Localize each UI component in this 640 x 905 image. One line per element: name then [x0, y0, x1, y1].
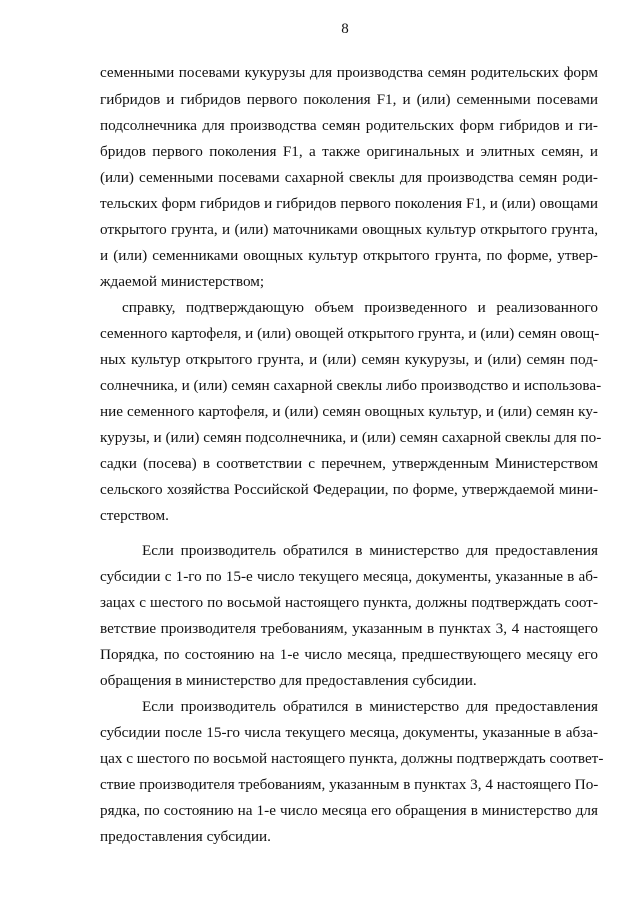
text-line: цах с шестого по восьмой настоящего пункта, должны подтверждать соответ-	[100, 750, 604, 767]
text-line: рядка, по состоянию на 1-е число месяца его обращения в министерство для	[100, 802, 598, 819]
text-line: гибридов и гибридов первого поколения F1, и (или) семенными посевами	[100, 91, 598, 108]
text-line: сельского хозяйства Российской Федерации, по форме, утверждаемой мини-	[100, 481, 598, 498]
text-line: ветствие производителя требованиям, указанным в пунктах 3, 4 настоящего	[100, 620, 598, 637]
text-line: зацах с шестого по восьмой настоящего пункта, должны подтверждать соот-	[100, 594, 598, 611]
text-line: ние семенного картофеля, и (или) семян овощных культур, и (или) семян ку-	[100, 403, 598, 420]
text-line: семенного картофеля, и (или) овощей открытого грунта, и (или) семян овощ-	[100, 325, 600, 342]
text-line: Если производитель обратился в министерство для предоставления	[142, 542, 598, 559]
text-line: ствие производителя требованиям, указанным в пунктах 3, 4 настоящего По-	[100, 776, 599, 793]
text-line: Если производитель обратился в министерство для предоставления	[142, 698, 598, 715]
text-line: ных культур открытого грунта, и (или) семян кукурузы, и (или) семян под-	[100, 351, 598, 368]
text-line: предоставления субсидии.	[100, 828, 271, 845]
text-line: садки (посева) в соответствии с перечнем, утвержденным Министерством	[100, 455, 598, 472]
text-line: стерством.	[100, 507, 169, 524]
text-line: курузы, и (или) семян подсолнечника, и (или) семян сахарной свеклы для по-	[100, 429, 602, 446]
text-line: обращения в министерство для предоставления субсидии.	[100, 672, 477, 689]
text-line: субсидии после 15-го числа текущего месяца, документы, указанные в абза-	[100, 724, 598, 741]
text-line: ждаемой министерством;	[100, 273, 265, 290]
text-line: Порядка, по состоянию на 1-е число месяца, предшествующего месяцу его	[100, 646, 598, 663]
text-line: бридов первого поколения F1, а также оригинальных и элитных семян, и	[100, 143, 598, 160]
page-number: 8	[341, 21, 349, 37]
text-line: и (или) семенниками овощных культур открытого грунта, по форме, утвер-	[100, 247, 598, 264]
text-line: открытого грунта, и (или) маточниками овощных культур открытого грунта,	[100, 221, 598, 238]
text-line: (или) семенными посевами сахарной свеклы для производства семян роди-	[100, 169, 598, 186]
text-line: солнечника, и (или) семян сахарной свеклы либо производство и использова-	[100, 377, 602, 394]
text-line: субсидии с 1-го по 15-е число текущего месяца, документы, указанные в аб-	[100, 568, 598, 585]
text-line: тельских форм гибридов и гибридов первого поколения F1, и (или) овощами	[100, 195, 598, 212]
text-line: семенными посевами кукурузы для производства семян родительских форм	[100, 64, 598, 81]
text-line: подсолнечника для производства семян родительских форм гибридов и ги-	[100, 117, 598, 134]
text-line: справку, подтверждающую объем произведенного и реализованного	[122, 299, 598, 316]
